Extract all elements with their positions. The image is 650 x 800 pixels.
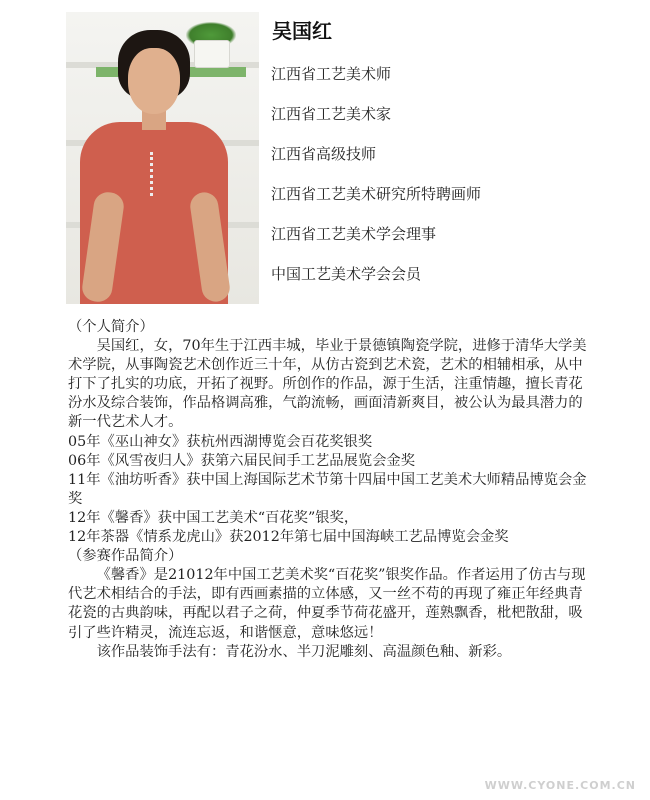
- face: [128, 48, 180, 114]
- title-item: 江西省工艺美术家: [271, 105, 392, 123]
- title-item: 江西省工艺美术研究所特聘画师: [271, 185, 482, 203]
- award-item: 11年《油坊听香》获中国上海国际艺术节第十四届中国工艺美术大师精品博览会金奖: [68, 471, 587, 507]
- award-item: 05年《巫山神女》获杭州西湖博览会百花奖银奖: [68, 433, 373, 450]
- intro-paragraph: 吴国红，女，70年生于江西丰城，毕业于景德镇陶瓷学院，进修于清华大学美术学院，从事陶瓷艺术创作近三十年，从仿古瓷到艺术瓷，艺术的相辅相承，从中打下了扎实的功底，开拓了视野。所创作的作品，源于生活，注重情趣，擅长青花汾水及综合装饰，作品格调高雅，气韵流畅，画面清新爽目，被公认为最具潜力的新一代艺术人才。: [68, 338, 587, 431]
- title-item: 中国工艺美术学会会员: [271, 265, 422, 283]
- intro-heading: （个人简介）: [68, 319, 154, 335]
- plant-pot: [194, 40, 230, 68]
- title-list: [271, 60, 481, 300]
- work-technique: 该作品装饰手法有：青花汾水、半刀泥雕刻、高温颜色釉、新彩。: [96, 643, 512, 660]
- title-item: 江西省工艺美术学会理事: [271, 225, 437, 243]
- site-watermark: WWW.CYONE.COM.CN: [484, 779, 636, 792]
- award-item: 06年《风雪夜归人》获第六届民间手工艺品展览会金奖: [68, 452, 416, 469]
- biography: [68, 318, 588, 662]
- title-item: 江西省工艺美术师: [271, 65, 392, 83]
- dress-buttons: [150, 152, 167, 196]
- artist-name: 吴国红: [272, 19, 332, 43]
- award-item: 12年茶器《情系龙虎山》获2012年第七届中国海峡工艺品博览会金奖: [68, 529, 509, 546]
- work-paragraph: 《馨香》是21012年中国工艺美术奖“百花奖”银奖作品。作者运用了仿古与现代艺术相结合的手法，即有西画素描的立体感，又一丝不苟的再现了雍正年经典青花瓷的古典韵味，再配以君子之荷，仲夏季节荷花盛开，莲熟飘香，枇杷散甜，吸引了些许精灵，流连忘返，和谐惬意，意味悠远！: [68, 567, 586, 641]
- work-heading: （参赛作品简介）: [68, 548, 183, 565]
- portrait-photo: [66, 12, 259, 304]
- title-item: 江西省高级技师: [271, 145, 377, 163]
- award-item: 12年《馨香》获中国工艺美术“百花奖”银奖，: [68, 509, 359, 526]
